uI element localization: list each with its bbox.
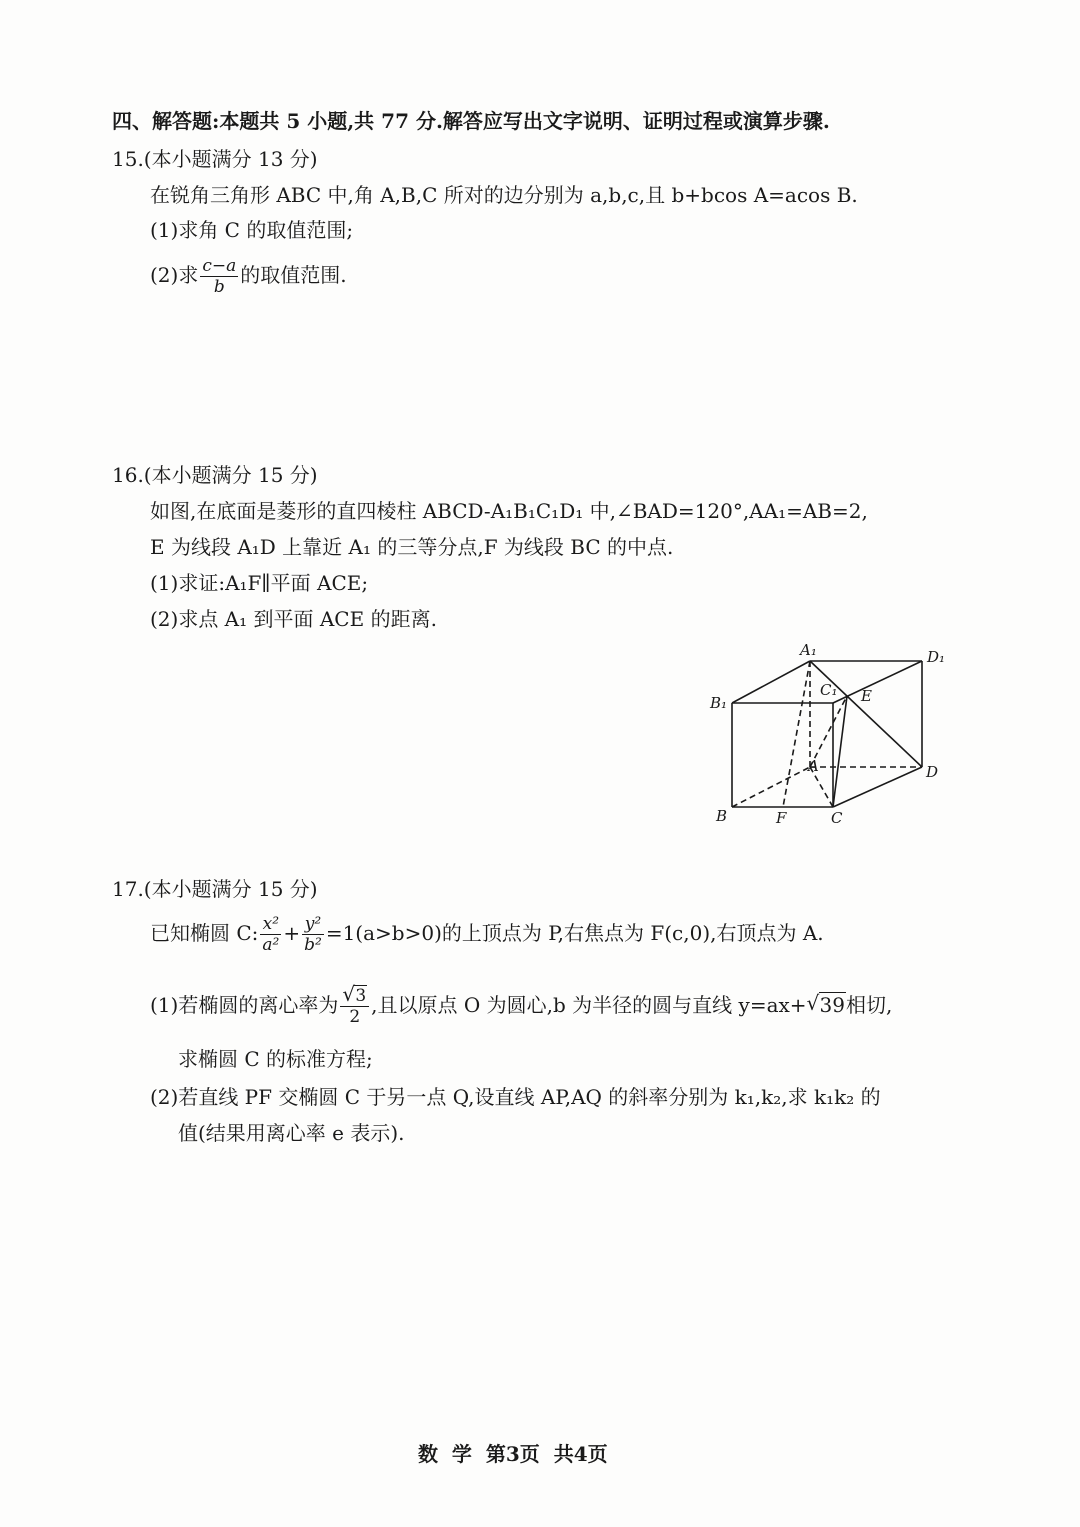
segment-a1d	[810, 661, 922, 767]
label-c: C	[831, 809, 843, 827]
q17-part1-mid: ,且以原点 O 为圆心,b 为半径的圆与直线 y=ax+	[371, 993, 807, 1017]
edge-cd	[833, 767, 922, 807]
q15-fraction-denominator: b	[213, 277, 225, 297]
q15-part2-suffix: 的取值范围.	[240, 263, 347, 287]
segment-ce	[833, 696, 847, 807]
q17-frac-y	[302, 914, 324, 955]
label-c1: C₁	[820, 681, 838, 699]
q17-eccentricity-num	[340, 986, 369, 1007]
segment-a1f	[783, 661, 810, 807]
label-a: A	[808, 757, 819, 775]
q16-stem-line2: E 为线段 A₁D 上靠近 A₁ 的三等分点,F 为线段 BC 的中点.	[150, 535, 674, 559]
q17-stem-prefix: 已知椭圆 C:	[150, 921, 259, 945]
sqrt-3	[342, 986, 367, 1006]
q17-eccentricity-frac	[340, 986, 369, 1027]
q17-stem-plus: +	[283, 921, 301, 945]
sqrt-3-radicand: 3	[355, 986, 367, 1006]
q17-frac-y-den: b²	[304, 935, 322, 955]
label-b1: B₁	[710, 694, 728, 712]
q16-part1: (1)求证:A₁F∥平面 ACE;	[150, 571, 369, 595]
q15-part2	[150, 256, 347, 297]
label-d1: D₁	[927, 648, 946, 666]
prism-figure	[700, 635, 970, 835]
q15-fraction-numerator: c−a	[202, 256, 237, 276]
q17-part1-suffix: 相切,	[846, 993, 893, 1017]
q15-title: 15.(本小题满分 13 分)	[112, 147, 318, 171]
edge-ab	[732, 767, 810, 807]
label-b: B	[716, 807, 728, 825]
q17-frac-x-num: x²	[260, 914, 281, 935]
q15-stem: 在锐角三角形 ABC 中,角 A,B,C 所对的边分别为 a,b,c,且 b+bcos A=acos B.	[150, 183, 858, 207]
q17-stem	[150, 914, 824, 955]
q17-part1-line2: 求椭圆 C 的标准方程;	[178, 1047, 373, 1071]
q17-part2-line1: (2)若直线 PF 交椭圆 C 于另一点 Q,设直线 AP,AQ 的斜率分别为 k₁,k₂,求 k₁k₂ 的	[150, 1085, 881, 1109]
label-f: F	[776, 809, 787, 827]
label-d: D	[926, 763, 939, 781]
q17-frac-x-den: a²	[262, 935, 280, 955]
q17-stem-suffix: =1(a>b>0)的上顶点为 P,右焦点为 F(c,0),右顶点为 A.	[325, 921, 824, 945]
q17-part1-prefix: (1)若椭圆的离心率为	[150, 993, 339, 1017]
q17-part2-line2: 值(结果用离心率 e 表示).	[178, 1121, 405, 1145]
q17-frac-y-num: y²	[302, 914, 324, 935]
q16-part2: (2)求点 A₁ 到平面 ACE 的距离.	[150, 607, 437, 631]
page-footer: 数 学 第3页 共4页	[418, 1442, 608, 1466]
q16-title: 16.(本小题满分 15 分)	[112, 463, 318, 487]
q17-eccentricity-den: 2	[349, 1007, 361, 1027]
sqrt-39-radicand: 39	[819, 993, 845, 1017]
edge-a1b1	[732, 661, 810, 703]
q16-stem-line1: 如图,在底面是菱形的直四棱柱 ABCD-A₁B₁C₁D₁ 中,∠BAD=120°,AA₁=AB=2,	[150, 499, 868, 523]
q15-fraction	[200, 256, 238, 297]
q15-part1: (1)求角 C 的取值范围;	[150, 218, 354, 242]
label-e: E	[861, 687, 872, 705]
section-header: 四、解答题:本题共 5 小题,共 77 分.解答应写出文字说明、证明过程或演算步骤.	[112, 109, 830, 133]
q17-frac-x	[260, 914, 281, 955]
sqrt-39	[807, 992, 846, 1018]
q15-part2-prefix: (2)求	[150, 263, 199, 287]
q17-part1	[150, 986, 892, 1027]
label-a1: A₁	[800, 641, 817, 659]
q17-title: 17.(本小题满分 15 分)	[112, 877, 318, 901]
